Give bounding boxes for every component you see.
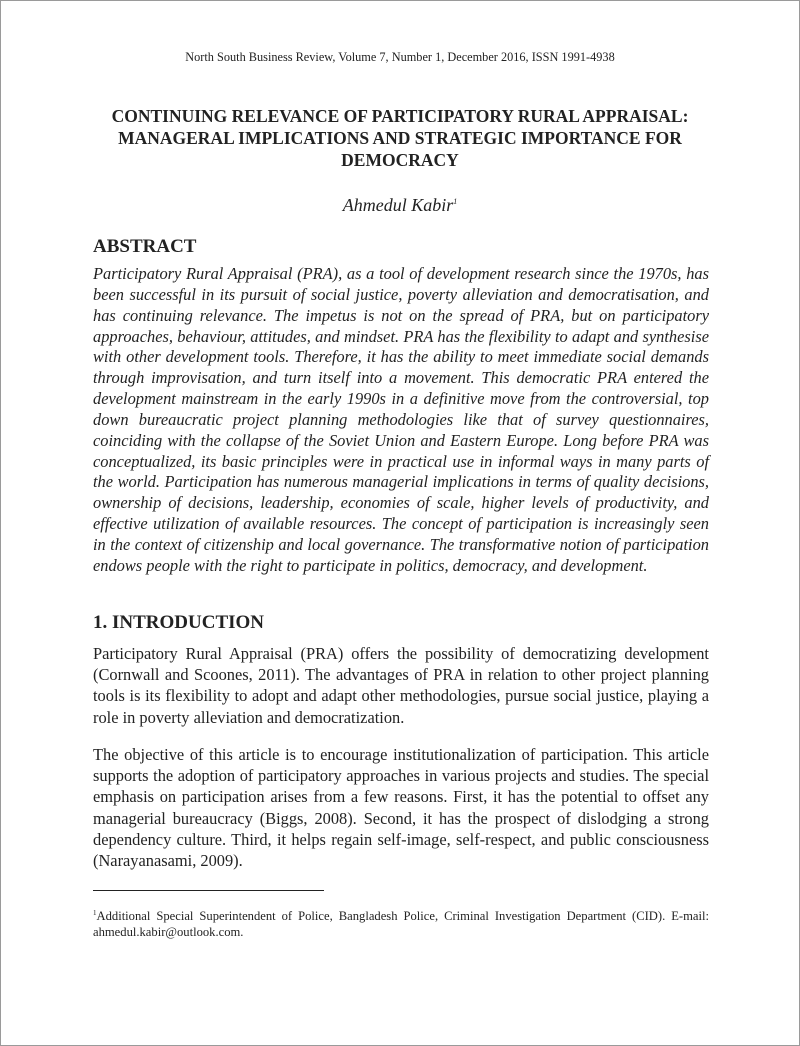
author-line xyxy=(0,195,800,216)
footnote-divider xyxy=(93,890,324,891)
introduction-paragraph-1: Participatory Rural Appraisal (PRA) offers the possibility of democratizing development (Cornwall and Scoones, 2011). The advantages of PRA in relation to other project planning tools is its flexibility to adopt and adapt other methodologies, pursue social justice, playing a role in poverty alleviation and democratization. xyxy=(93,644,709,727)
author-name: Ahmedul Kabir xyxy=(342,195,454,215)
abstract-heading: ABSTRACT xyxy=(93,236,197,257)
author-footnote-mark: 1 xyxy=(453,197,458,206)
abstract-text: Participatory Rural Appraisal (PRA), as a tool of development research since the 1970s, has been successful in its pursuit of social justice, poverty alleviation and democratisation, and has continuing relevance. The impetus is not on the spread of PRA, but on participatory approaches, behaviour, attitudes, and mindset. PRA has the flexibility to adapt and synthesise with other development tools. Therefore, it has the ability to meet immediate social demands through improvisation, and turn itself into a movement. This democratic PRA entered the development mainstream in the early 1990s in a definitive move from the controversial, top down bureaucratic project planning methodologies like that of survey questionnaires, coinciding with the collapse of the Soviet Union and Eastern Europe. Long before PRA was conceptualized, its basic principles were in practical use in informal ways in many parts of the world. Participation has numerous managerial implications in terms of quality decisions, ownership of decisions, leadership, economies of scale, higher levels of productivity, and effective utilization of available resources. The concept of participation is increasingly seen in the context of citizenship and local governance. The transformative notion of participation endows people with the right to participate in politics, democracy, and development. xyxy=(93,264,709,575)
footnote-text: Additional Special Superintendent of Police, Bangladesh Police, Criminal Investigation Department (CID). E-mail: ahmedul.kabir@outlook.com. xyxy=(93,909,709,940)
introduction-paragraph-2: The objective of this article is to encourage institutionalization of participation. This article supports the adoption of participatory approaches in various projects and studies. The special emphasis on participation arises from a few reasons. First, it has the potential to offset any managerial bureaucracy (Biggs, 2008). Second, it has the prospect of dislodging a strong dependency culture. Third, it helps regain self-image, self-respect, and public consciousness (Narayanasami, 2009). xyxy=(93,745,709,871)
article-title: CONTINUING RELEVANCE OF PARTICIPATORY RURAL APPRAISAL: MANAGERAL IMPLICATIONS AND STRATEGIC IMPORTANCE FOR DEMOCRACY xyxy=(111,106,689,170)
introduction-heading: 1. INTRODUCTION xyxy=(93,612,265,633)
running-header: North South Business Review, Volume 7, Number 1, December 2016, ISSN 1991-4938 xyxy=(185,50,615,64)
footnote-mark: 1 xyxy=(93,909,97,917)
footnote xyxy=(93,905,709,940)
